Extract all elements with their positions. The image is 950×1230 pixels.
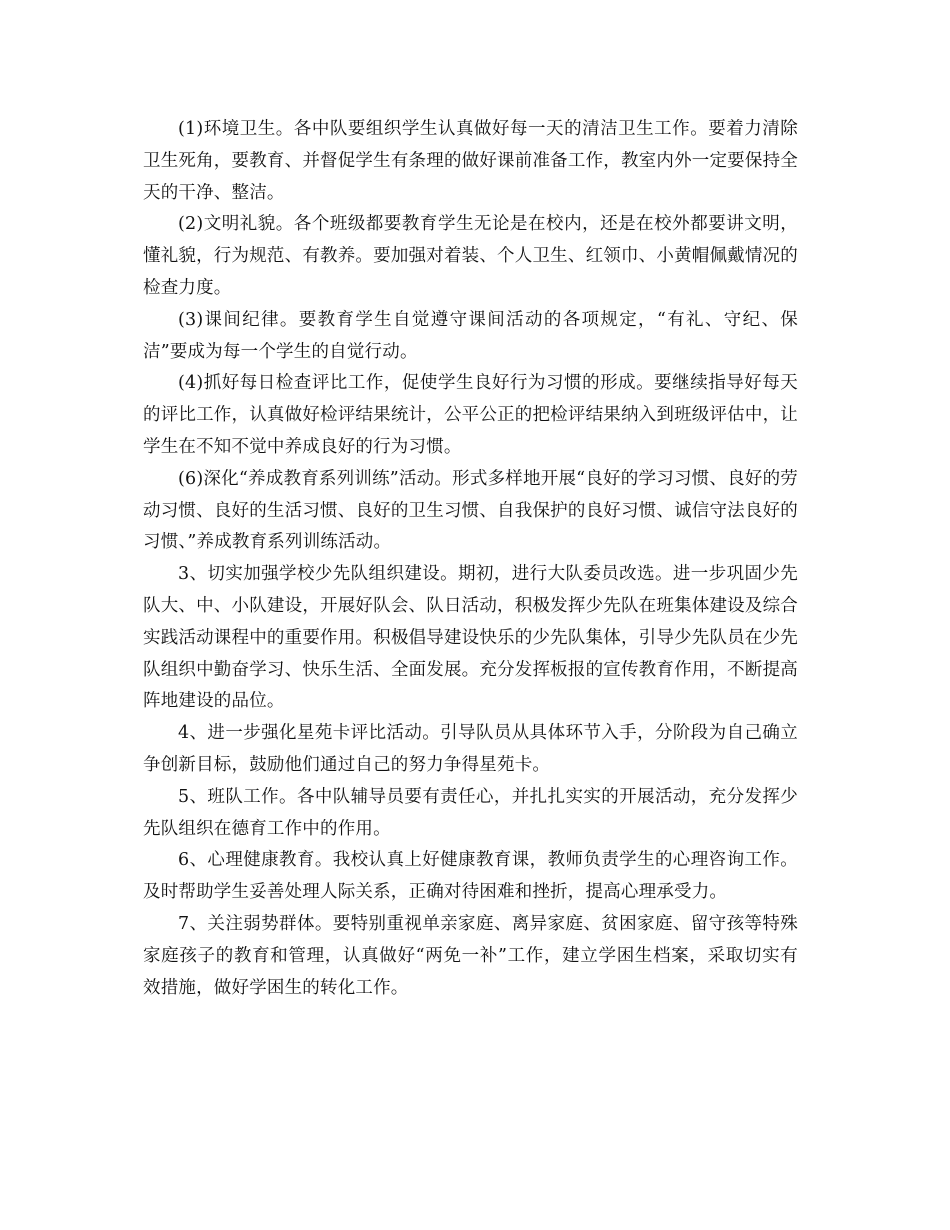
paragraph-class-team-work: 5、班队工作。各中队辅导员要有责任心，并扎扎实实的开展活动，充分发挥少先队组织在德育工作中的作用。 xyxy=(143,786,798,839)
paragraph-daily-inspection: (4)抓好每日检查评比工作，促使学生良好行为习惯的形成。要继续指导好每天的评比工作，认真做好检评结果统计，公平公正的把检评结果纳入到班级评估中，让学生在不知不觉中养成良好的行为习惯。 xyxy=(143,373,798,457)
paragraph-mental-health-education: 6、心理健康教育。我校认真上好健康教育课，教师负责学生的心理咨询工作。及时帮助学生妥善处理人际关系，正确对待困难和挫折，提高心理承受力。 xyxy=(143,850,798,903)
paragraph-break-discipline: (3)课间纪律。要教育学生自觉遵守课间活动的各项规定，“有礼、守纪、保洁”要成为每一个学生的自觉行动。 xyxy=(143,309,798,362)
paragraph-environment-hygiene: (1)环境卫生。各中队要组织学生认真做好每一天的清洁卫生工作。要着力清除卫生死角，要教育、并督促学生有条理的做好课前准备工作，教室内外一定要保持全天的干净、整洁。 xyxy=(143,119,798,203)
paragraph-young-pioneers-organization: 3、切实加强学校少先队组织建设。期初，进行大队委员改选。进一步巩固少先队大、中、小队建设，开展好队会、队日活动，积极发挥少先队在班集体建设及综合实践活动课程中的重要作用。积极倡导建设快乐的少先队集体，引导少先队员在少先队组织中勤奋学习、快乐生活、全面发展。充分发挥板报的宣传教育作用，不断提高阵地建设的品位。 xyxy=(143,564,798,712)
paragraph-habit-training: (6)深化“养成教育系列训练”活动。形式多样地开展“良好的学习习惯、良好的劳动习惯、良好的生活习惯、良好的卫生习惯、自我保护的良好习惯、诚信守法良好的习惯、”养成教育系列训练活动。 xyxy=(143,468,798,553)
paragraph-civility-courtesy: (2)文明礼貌。各个班级都要教育学生无论是在校内，还是在校外都要讲文明，懂礼貌，行为规范、有教养。要加强对着装、个人卫生、红领巾、小黄帽佩戴情况的检查力度。 xyxy=(143,214,798,298)
paragraph-vulnerable-groups: 7、关注弱势群体。要特别重视单亲家庭、离异家庭、贫困家庭、留守孩等特殊家庭孩子的教育和管理，认真做好“两免一补”工作，建立学困生档案，采取切实有效措施，做好学困生的转化工作。 xyxy=(143,913,798,998)
document-body xyxy=(143,114,798,1004)
paragraph-star-card-evaluation: 4、进一步强化星苑卡评比活动。引导队员从具体环节入手，分阶段为自己确立争创新目标，鼓励他们通过自己的努力争得星苑卡。 xyxy=(143,723,798,775)
